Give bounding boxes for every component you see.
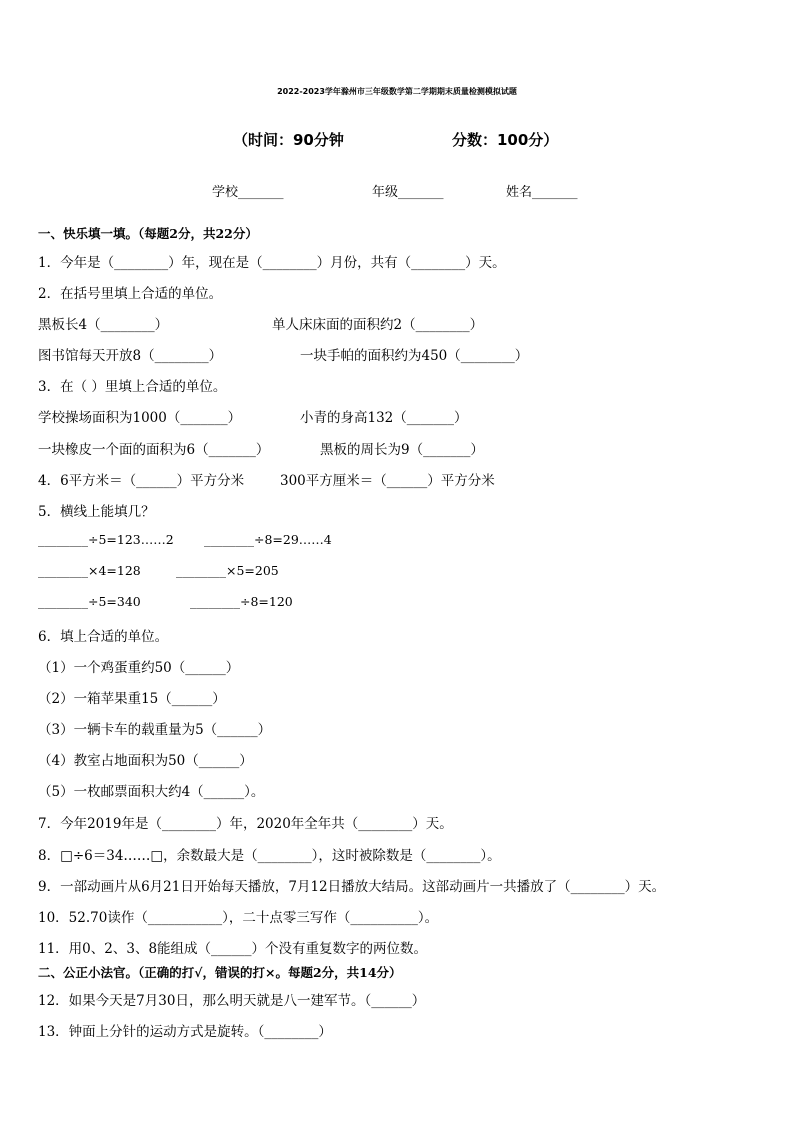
question-5-item: ________×4=128 <box>38 563 141 578</box>
question-3-item: 小青的身高132（_______） <box>300 410 468 426</box>
question-2-item: 一块手帕的面积约为450（________） <box>300 348 529 364</box>
exam-time: （时间：90分钟 <box>233 131 344 149</box>
question-6-item: （1）一个鸡蛋重约50（______） <box>38 660 240 676</box>
question-6-item: （4）教室占地面积为50（______） <box>38 753 253 769</box>
question-3-item: 黑板的周长为9（_______） <box>320 442 484 458</box>
question-5-item: ________×5=205 <box>176 563 279 578</box>
question-4: 4．6平方米＝（______）平方分米 <box>38 473 245 489</box>
question-2: 2．在括号里填上合适的单位。 <box>38 286 223 302</box>
question-2-item: 单人床床面的面积约2（________） <box>272 317 484 333</box>
exam-score: 分数：100分） <box>452 131 559 149</box>
question-5-item: ________÷8=120 <box>190 594 293 609</box>
question-6: 6．填上合适的单位。 <box>38 629 169 645</box>
question-13: 13．钟面上分针的运动方式是旋转。（________） <box>38 1024 332 1040</box>
question-4-item: 300平方厘米＝（______）平方分米 <box>280 473 495 489</box>
grade-field[interactable]: 年级_______ <box>372 185 444 200</box>
question-9: 9．一部动画片从6月21日开始每天播放，7月12日播放大结局。这部动画片一共播放了（________）天。 <box>38 879 666 895</box>
question-5-item: ________÷5=123……2 <box>38 532 174 547</box>
question-7: 7．今年2019年是（________）年，2020年全年共（________）天。 <box>38 816 453 832</box>
section-1-heading: 一、快乐填一填。（每题2分，共22分） <box>38 226 258 241</box>
question-3-item: 一块橡皮一个面的面积为6（_______） <box>38 442 270 458</box>
question-8: 8．□÷6＝34……□，余数最大是（________），这时被除数是（________）。 <box>38 848 501 864</box>
question-3-item: 学校操场面积为1000（_______） <box>38 410 242 426</box>
question-5-item: ________÷5=340 <box>38 594 141 609</box>
question-2-item: 图书馆每天开放8（________） <box>38 348 223 364</box>
question-1: 1．今年是（________）年，现在是（________）月份，共有（________）天。 <box>38 255 506 271</box>
exam-title: 2022-2023学年滁州市三年级数学第二学期期末质量检测模拟试题 <box>277 87 517 96</box>
question-10: 10．52.70读作（___________），二十点零三写作（__________）。 <box>38 910 439 926</box>
section-2-heading: 二、公正小法官。（正确的打√，错误的打×。每题2分，共14分） <box>38 965 402 980</box>
question-6-item: （2）一箱苹果重15（______） <box>38 691 226 707</box>
question-6-item: （3）一辆卡车的载重量为5（______） <box>38 722 272 738</box>
question-5: 5．横线上能填几？ <box>38 504 155 520</box>
name-field[interactable]: 姓名_______ <box>506 185 578 200</box>
question-2-item: 黑板长4（________） <box>38 317 169 333</box>
question-11: 11．用0、2、3、8能组成（______）个没有重复数字的两位数。 <box>38 941 428 957</box>
question-12: 12．如果今天是7月30日，那么明天就是八一建军节。（______） <box>38 993 426 1009</box>
school-field[interactable]: 学校_______ <box>212 185 284 200</box>
question-6-item: （5）一枚邮票面积大约4（______）。 <box>38 784 265 800</box>
question-5-item: ________÷8=29……4 <box>204 532 332 547</box>
question-3: 3．在（ ）里填上合适的单位。 <box>38 379 227 395</box>
